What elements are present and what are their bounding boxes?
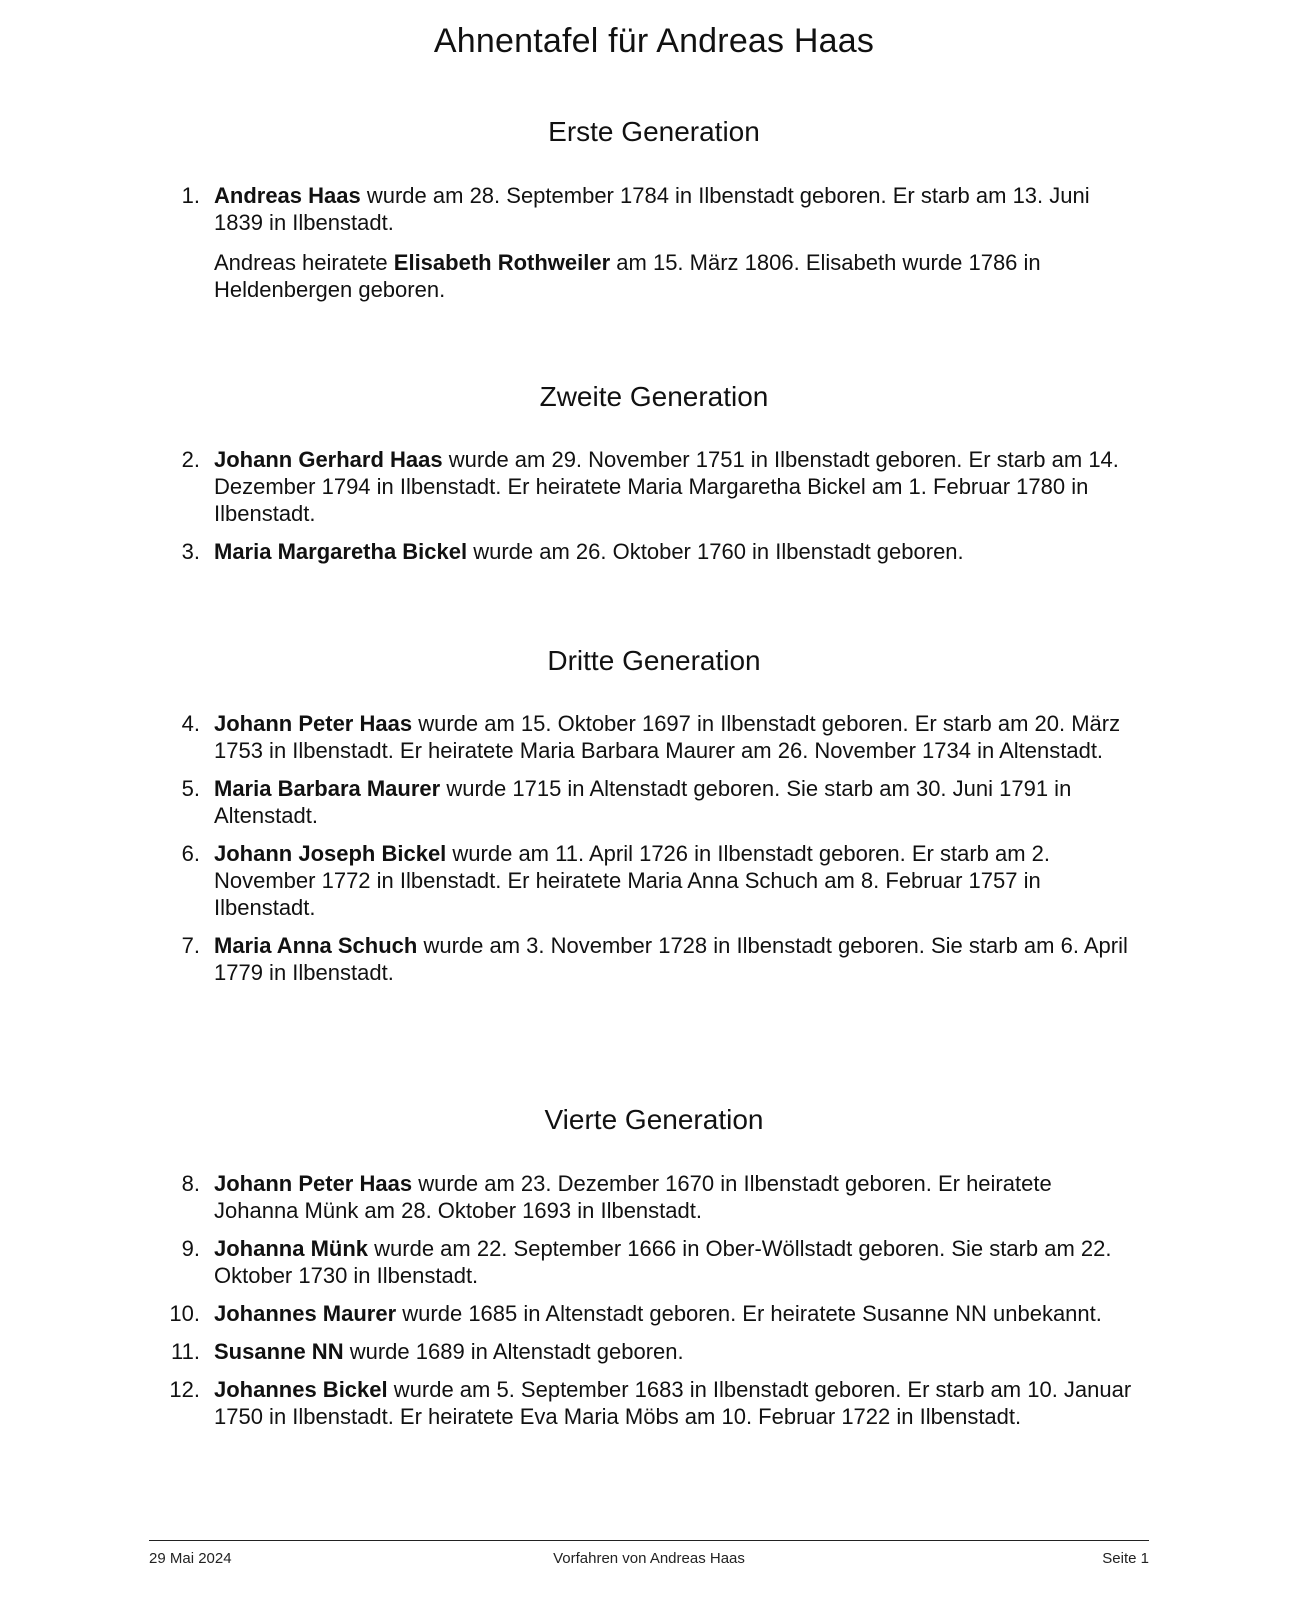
page-footer — [149, 1550, 1149, 1572]
entry-details: wurde am 29. November 1751 in Ilbenstadt geboren. Er starb am 14. Dezember 1794 in Ilbenstadt. Er heiratete Maria Margaretha Bickel am 1. Februar 1780 in Ilbenstadt. — [214, 447, 1119, 526]
generation-2-list — [0, 446, 1308, 576]
entry-details: wurde am 15. Oktober 1697 in Ilbenstadt geboren. Er starb am 20. März 1753 in Ilbenstadt. Er heiratete Maria Barbara Maurer am 26. November 1734 in Altenstadt. — [214, 711, 1121, 763]
entry-number: 7. — [181, 933, 200, 958]
person-name: Johann Joseph Bickel — [214, 841, 447, 866]
list-item — [0, 775, 1308, 829]
list-item — [0, 1235, 1308, 1289]
list-item — [0, 1338, 1308, 1365]
entry-text — [214, 446, 1142, 527]
spouse-pre: Andreas heiratete — [214, 250, 394, 275]
entry-text — [214, 775, 1142, 829]
person-name: Johann Peter Haas — [214, 1171, 413, 1196]
person-name: Johann Peter Haas — [214, 711, 413, 736]
person-name: Johann Gerhard Haas — [214, 447, 443, 472]
generation-4-list — [0, 1170, 1308, 1441]
person-name: Andreas Haas — [214, 183, 361, 208]
entry-details: wurde 1689 in Altenstadt geboren. — [343, 1339, 684, 1364]
person-name: Johanna Münk — [214, 1236, 369, 1261]
entry-number: 5. — [181, 776, 200, 801]
entry-number: 11. — [171, 1339, 200, 1364]
entry-text — [214, 182, 1142, 236]
list-item — [0, 932, 1308, 986]
entry-number: 10. — [169, 1301, 200, 1326]
entry-text — [214, 840, 1142, 921]
entry-details: wurde am 11. April 1726 in Ilbenstadt geboren. Er starb am 2. November 1772 in Ilbenstadt. Er heiratete Maria Anna Schuch am 8. Februar 1757 in Ilbenstadt. — [214, 841, 1051, 920]
person-name: Johannes Bickel — [214, 1377, 388, 1402]
list-item — [0, 182, 1308, 303]
entry-details: wurde 1685 in Altenstadt geboren. Er heiratete Susanne NN unbekannt. — [396, 1301, 1102, 1326]
list-item — [0, 446, 1308, 527]
entry-text — [214, 932, 1142, 986]
list-item — [0, 1376, 1308, 1430]
entry-details: wurde am 26. Oktober 1760 in Ilbenstadt geboren. — [467, 539, 964, 564]
entry-number: 1. — [181, 183, 200, 208]
entry-number: 3. — [181, 539, 200, 564]
person-name: Johannes Maurer — [214, 1301, 397, 1326]
list-item — [0, 538, 1308, 565]
entry-number: 2. — [181, 447, 200, 472]
footer-date: 29 Mai 2024 — [149, 1550, 232, 1567]
generation-3-list — [0, 710, 1308, 997]
footer-divider — [149, 1540, 1149, 1541]
footer-title: Vorfahren von Andreas Haas — [553, 1550, 745, 1567]
generation-heading: Erste Generation — [548, 116, 760, 147]
entry-details: wurde am 23. Dezember 1670 in Ilbenstadt geboren. Er heiratete Johanna Münk am 28. Oktober 1693 in Ilbenstadt. — [214, 1171, 1052, 1223]
generation-1-list — [0, 182, 1308, 314]
entry-number: 6. — [181, 841, 200, 866]
entry-details: wurde am 3. November 1728 in Ilbenstadt geboren. Sie starb am 6. April 1779 in Ilbenstadt. — [214, 933, 1128, 985]
page-title: Ahnentafel für Andreas Haas — [433, 22, 875, 60]
entry-details: wurde 1715 in Altenstadt geboren. Sie starb am 30. Juni 1791 in Altenstadt. — [214, 776, 1072, 828]
entry-number: 12. — [169, 1377, 200, 1402]
generation-heading: Dritte Generation — [547, 645, 761, 676]
spouse-post: am 15. März 1806. Elisabeth wurde 1786 in Heldenbergen geboren. — [214, 250, 1041, 302]
person-name: Maria Margaretha Bickel — [214, 539, 468, 564]
entry-text — [214, 1170, 1142, 1224]
person-name: Maria Barbara Maurer — [214, 776, 441, 801]
entry-number: 8. — [181, 1171, 200, 1196]
entry-text — [214, 538, 1142, 565]
entry-details: wurde am 5. September 1683 in Ilbenstadt geboren. Er starb am 10. Januar 1750 in Ilbenstadt. Er heiratete Eva Maria Möbs am 10. Februar 1722 in Ilbenstadt. — [214, 1377, 1132, 1429]
spouse-name: Elisabeth Rothweiler — [393, 250, 611, 275]
entry-number: 4. — [181, 711, 200, 736]
entry-details: wurde am 22. September 1666 in Ober-Wöllstadt geboren. Sie starb am 22. Oktober 1730 in Ilbenstadt. — [214, 1236, 1112, 1288]
entry-details: wurde am 28. September 1784 in Ilbenstadt geboren. Er starb am 13. Juni 1839 in Ilbenstadt. — [214, 183, 1090, 235]
list-item — [0, 840, 1308, 921]
spouse-paragraph — [214, 249, 1142, 303]
list-item — [0, 1300, 1308, 1327]
generation-heading: Vierte Generation — [544, 1104, 764, 1135]
person-name: Maria Anna Schuch — [214, 933, 418, 958]
entry-text — [214, 1300, 1142, 1327]
entry-text — [214, 1338, 1142, 1365]
entry-text — [214, 1235, 1142, 1289]
generation-heading: Zweite Generation — [539, 381, 769, 412]
entry-text — [214, 1376, 1142, 1430]
person-name: Susanne NN — [214, 1339, 344, 1364]
entry-text — [214, 710, 1142, 764]
list-item — [0, 710, 1308, 764]
footer-page-number: Seite 1 — [1102, 1550, 1149, 1567]
entry-number: 9. — [181, 1236, 200, 1261]
list-item — [0, 1170, 1308, 1224]
